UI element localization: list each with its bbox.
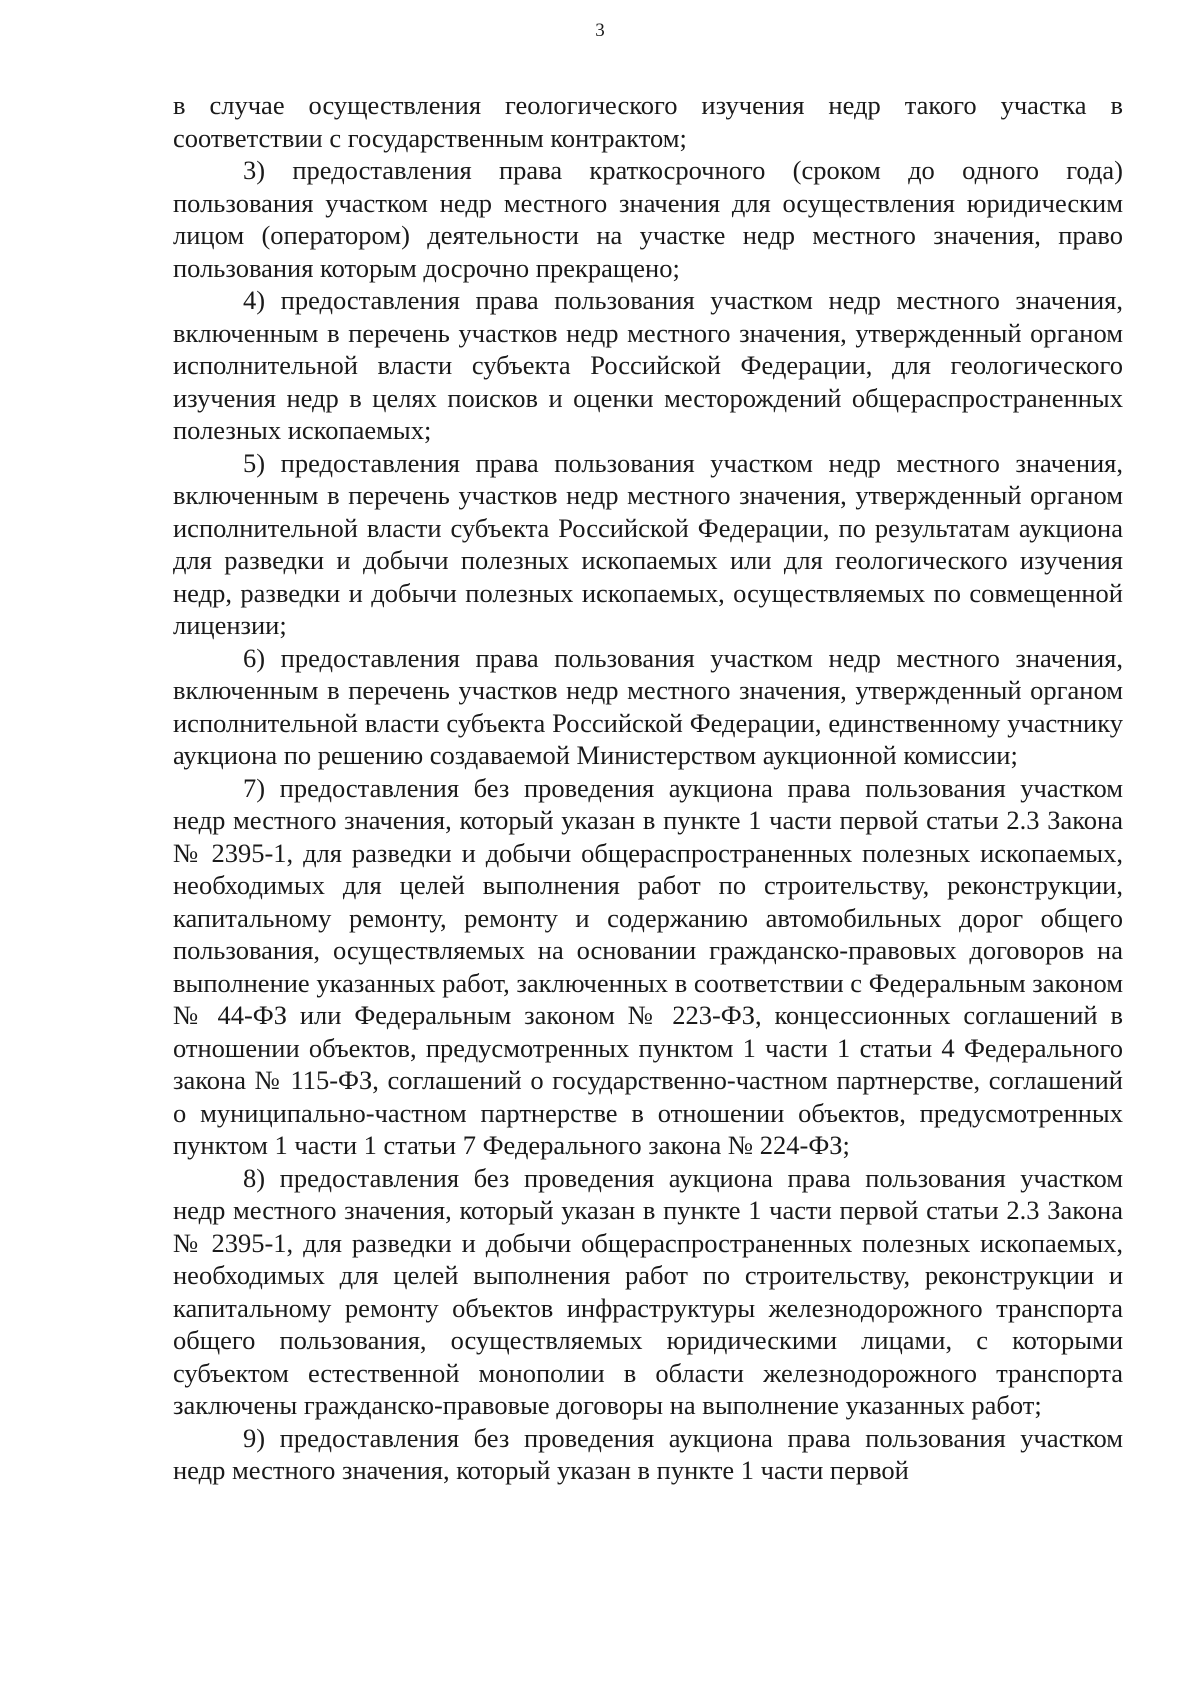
paragraph-item-7: 7) предоставления без проведения аукциона права пользования участком недр местного значения, который указан в пункте 1 части первой статьи 2.3 Закона № 2395-1, для разведки и добычи общераспространенных полезных ископаемых, необходимых для целей выполнения работ по строительству, реконструкции, капитальному ремонту, ремонту и содержанию автомобильных дорог общего пользования, осуществляемых на основании гражданско-правовых договоров на выполнение указанных работ, заключенных в соответствии с Федеральным законом № 44-ФЗ или Федеральным законом № 223-ФЗ, концессионных соглашений в отношении объектов, предусмотренных пунктом 1 части 1 статьи 4 Федерального закона № 115-ФЗ, соглашений о государственно-частном партнерстве, соглашений о муниципально-частном партнерстве в отношении объектов, предусмотренных пунктом 1 части 1 статьи 7 Федерального закона № 224-ФЗ;: [173, 772, 1123, 1160]
paragraph-item-6: 6) предоставления права пользования участком недр местного значения, включенным в перечень участков недр местного значения, утвержденный органом исполнительной власти субъекта Российской Федерации, единственному участнику аукциона по решению создаваемой Министерством аукционной комиссии;: [173, 642, 1123, 770]
document-body: [173, 89, 1123, 1487]
paragraph-item-8: 8) предоставления без проведения аукциона права пользования участком недр местного значения, который указан в пункте 1 части первой статьи 2.3 Закона № 2395-1, для разведки и добычи общераспространенных полезных ископаемых, необходимых для целей выполнения работ по строительству, реконструкции и капитальному ремонту объектов инфраструктуры железнодорожного транспорта общего пользования, осуществляемых юридическими лицами, с которыми субъектом естественной монополии в области железнодорожного транспорта заключены гражданско-правовые договоры на выполнение указанных работ;: [173, 1162, 1123, 1420]
paragraph-item-4: 4) предоставления права пользования участком недр местного значения, включенным в перечень участков недр местного значения, утвержденный органом исполнительной власти субъекта Российской Федерации, для геологического изучения недр в целях поисков и оценки месторождений общераспространенных полезных ископаемых;: [173, 285, 1123, 445]
paragraph-item-5: 5) предоставления права пользования участком недр местного значения, включенным в перечень участков недр местного значения, утвержденный органом исполнительной власти субъекта Российской Федерации, по результатам аукциона для разведки и добычи полезных ископаемых или для геологического изучения недр, разведки и добычи полезных ископаемых, осуществляемых по совмещенной лицензии;: [173, 447, 1123, 640]
paragraph-item-3: 3) предоставления права краткосрочного (сроком до одного года) пользования участком недр местного значения для осуществления юридическим лицом (оператором) деятельности на участке недр местного значения, право пользования которым досрочно прекращено;: [173, 155, 1123, 283]
paragraph-item-9: 9) предоставления без проведения аукциона права пользования участком недр местного значения, который указан в пункте 1 части первой: [173, 1422, 1123, 1485]
page-number: 3: [595, 20, 605, 41]
paragraph-continuation: в случае осуществления геологического изучения недр такого участка в соответствии с государственным контрактом;: [173, 90, 1123, 153]
